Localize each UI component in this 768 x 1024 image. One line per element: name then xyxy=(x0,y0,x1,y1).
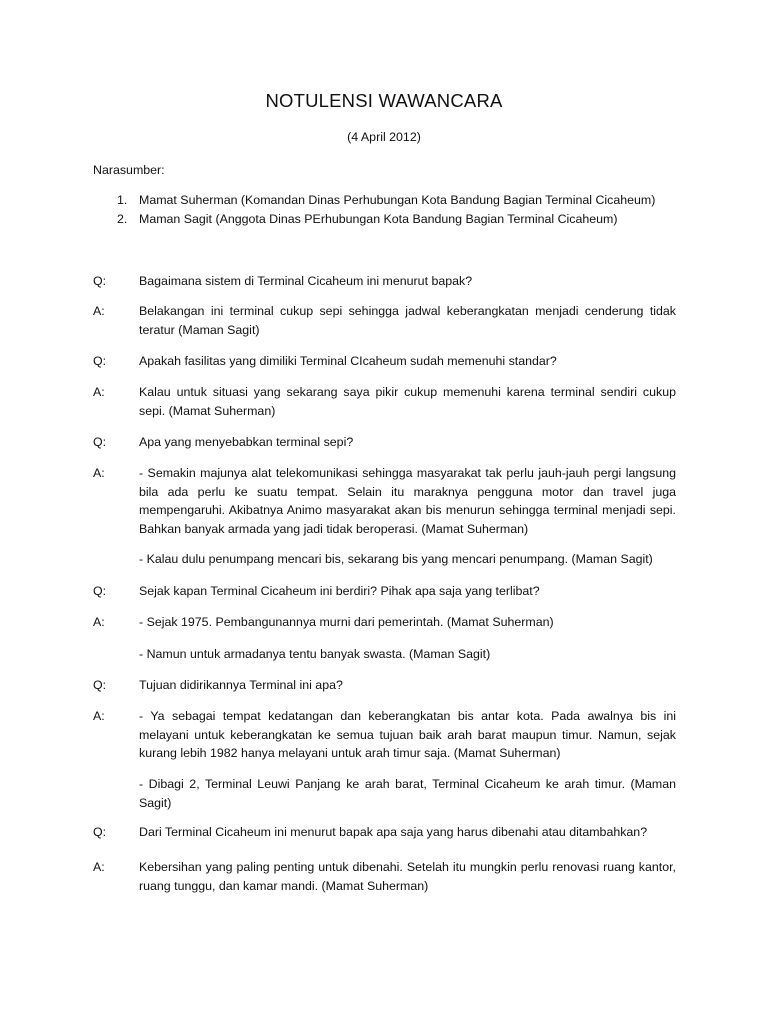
qa-answer-continued xyxy=(93,775,676,812)
qa-text: Dari Terminal Cicaheum ini menurut bapak apa saja yang harus dibenahi atau ditambahkan? xyxy=(139,825,648,839)
qa-answer xyxy=(93,613,676,632)
qa-tag: Q: xyxy=(93,354,107,368)
qa-answer xyxy=(93,302,676,339)
qa-tag: A: xyxy=(93,385,105,399)
qa-answer xyxy=(93,383,676,420)
qa-answer xyxy=(93,858,676,895)
qa-tag: Q: xyxy=(93,825,107,839)
source-number: 1. xyxy=(117,193,128,207)
qa-tag: A: xyxy=(93,466,105,480)
qa-text: Bagaimana sistem di Terminal Cicaheum ini menurut bapak? xyxy=(139,274,473,288)
qa-text: Tujuan didirikannya Terminal ini apa? xyxy=(139,678,343,692)
qa-tag: A: xyxy=(93,304,105,318)
qa-tag: Q: xyxy=(93,584,107,598)
qa-text: - Kalau dulu penumpang mencari bis, sekarang bis yang mencari penumpang. (Maman Sagit) xyxy=(139,552,653,566)
qa-answer xyxy=(93,707,676,763)
sources-label: Narasumber: xyxy=(93,163,165,177)
qa-question xyxy=(93,582,676,601)
qa-question xyxy=(93,676,676,695)
qa-tag: A: xyxy=(93,709,105,723)
qa-text: Apa yang menyebabkan terminal sepi? xyxy=(139,435,354,449)
qa-text: Belakangan ini terminal cukup sepi sehingga jadwal keberangkatan menjadi cenderung tidak teratur (Maman Sagit) xyxy=(139,304,676,337)
source-text: Maman Sagit (Anggota Dinas PErhubungan Kota Bandung Bagian Terminal Cicaheum) xyxy=(139,212,618,226)
document-title: NOTULENSI WAWANCARA xyxy=(265,90,503,111)
source-item xyxy=(117,210,717,229)
document-date: (4 April 2012) xyxy=(347,130,421,144)
qa-tag: A: xyxy=(93,860,105,874)
qa-text: - Namun untuk armadanya tentu banyak swasta. (Maman Sagit) xyxy=(139,647,491,661)
source-number: 2. xyxy=(117,212,128,226)
source-item xyxy=(117,191,717,210)
qa-text: Kebersihan yang paling penting untuk dibenahi. Setelah itu mungkin perlu renovasi ruang kantor, ruang tunggu, dan kamar mandi. (Mamat Suherman) xyxy=(139,860,676,893)
qa-text: - Semakin majunya alat telekomunikasi sehingga masyarakat tak perlu jauh-jauh pergi langsung bila ada perlu ke suatu tempat. Selain itu maraknya pengguna motor dan travel juga mempengaruhi. Akibatnya Animo masyarakat akan bis menurun sehingga terminal menjadi sepi. Bahkan banyak armada yang jadi tidak beroperasi. (Mamat Suherman) xyxy=(139,466,676,536)
qa-question xyxy=(93,352,676,371)
qa-text: Kalau untuk situasi yang sekarang saya pikir cukup memenuhi karena terminal sendiri cukup sepi. (Mamat Suherman) xyxy=(139,385,676,418)
qa-tag: A: xyxy=(93,615,105,629)
qa-text: - Sejak 1975. Pembangunannya murni dari pemerintah. (Mamat Suherman) xyxy=(139,615,554,629)
qa-tag: Q: xyxy=(93,678,107,692)
qa-tag: Q: xyxy=(93,435,107,449)
qa-question xyxy=(93,823,676,842)
qa-answer-continued xyxy=(93,550,676,569)
qa-text: - Dibagi 2, Terminal Leuwi Panjang ke arah barat, Terminal Cicaheum ke arah timur. (Maman Sagit) xyxy=(139,777,676,810)
qa-answer-continued xyxy=(93,645,676,664)
source-text: Mamat Suherman (Komandan Dinas Perhubungan Kota Bandung Bagian Terminal Cicaheum) xyxy=(139,193,656,207)
qa-text: - Ya sebagai tempat kedatangan dan keberangkatan bis antar kota. Pada awalnya bis ini melayani untuk keberangkatan ke semua tujuan baik arah barat maupun timur. Namun, sejak kurang lebih 1982 hanya melayani untuk arah timur saja. (Mamat Suherman) xyxy=(139,709,676,760)
qa-answer xyxy=(93,464,676,538)
qa-question xyxy=(93,433,676,452)
qa-question xyxy=(93,272,676,291)
qa-tag: Q: xyxy=(93,274,107,288)
qa-text: Sejak kapan Terminal Cicaheum ini berdiri? Pihak apa saja yang terlibat? xyxy=(139,584,540,598)
qa-text: Apakah fasilitas yang dimiliki Terminal CIcaheum sudah memenuhi standar? xyxy=(139,354,557,368)
